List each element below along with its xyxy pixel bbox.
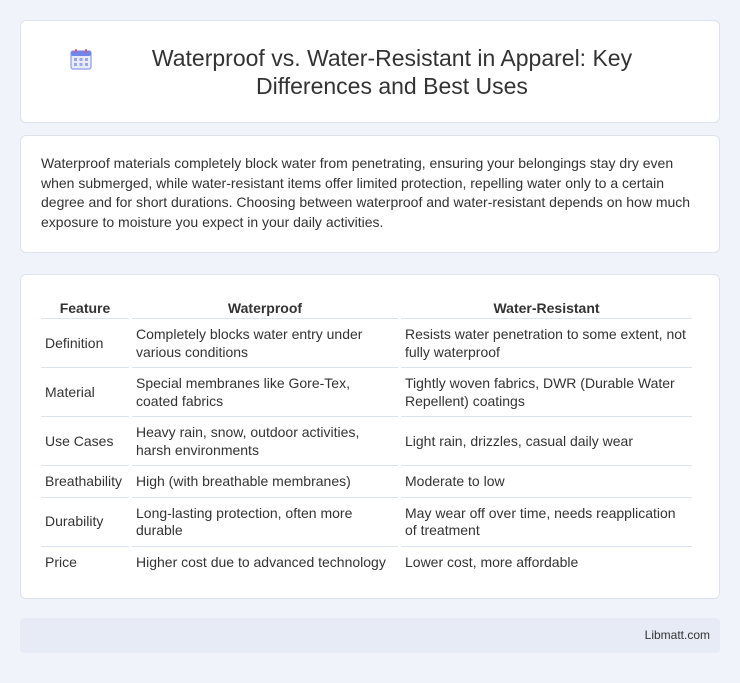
waterproof-cell: Long-lasting protection, often more durable xyxy=(132,498,398,547)
title-row xyxy=(70,44,670,100)
waterproof-cell: Heavy rain, snow, outdoor activities, harsh environments xyxy=(132,417,398,466)
column-header-water-resistant: Water-Resistant xyxy=(401,295,692,319)
waterproof-cell: High (with breathable membranes) xyxy=(132,466,398,498)
feature-cell: Durability xyxy=(41,498,129,547)
water-resistant-cell: Lower cost, more affordable xyxy=(405,553,579,570)
table-row xyxy=(41,547,692,578)
table-row xyxy=(41,417,692,466)
water-resistant-cell: Moderate to low xyxy=(401,466,692,498)
column-header-waterproof: Waterproof xyxy=(132,295,398,319)
comparison-card xyxy=(20,274,720,599)
feature-cell: Price xyxy=(45,553,77,570)
table-row xyxy=(41,319,692,368)
intro-paragraph: Waterproof materials completely block water from penetrating, ensuring your belongings stay dry even when submerged, while water-resistant items offer limited protection, repelling water only to a certain degree and for short durations. Choosing between waterproof and water-resistant depends on how much exposure to moisture you expect in your daily activities. xyxy=(41,155,691,230)
waterproof-cell: Higher cost due to advanced technology xyxy=(136,553,386,570)
feature-cell: Use Cases xyxy=(41,417,129,466)
comparison-table xyxy=(38,295,695,577)
waterproof-cell: Special membranes like Gore-Tex, coated fabrics xyxy=(132,368,398,417)
title-card xyxy=(20,20,720,123)
table-row xyxy=(41,466,692,498)
feature-cell: Definition xyxy=(41,319,129,368)
feature-cell: Breathability xyxy=(41,466,129,498)
water-resistant-cell: Tightly woven fabrics, DWR (Durable Water Repellent) coatings xyxy=(401,368,692,417)
calendar-icon xyxy=(70,48,92,70)
footer xyxy=(20,618,720,653)
water-resistant-cell: Resists water penetration to some extent, not fully waterproof xyxy=(401,319,692,368)
feature-cell: Material xyxy=(41,368,129,417)
water-resistant-cell: Light rain, drizzles, casual daily wear xyxy=(401,417,692,466)
water-resistant-cell: May wear off over time, needs reapplication of treatment xyxy=(401,498,692,547)
page-title: Waterproof vs. Water-Resistant in Apparel: Key Differences and Best Uses xyxy=(151,44,633,99)
intro-card xyxy=(20,135,720,253)
footer-brand-link[interactable]: Libmatt.com xyxy=(644,628,710,642)
waterproof-cell: Completely blocks water entry under various conditions xyxy=(132,319,398,368)
column-header-feature: Feature xyxy=(41,295,129,319)
table-row xyxy=(41,368,692,417)
table-row xyxy=(41,498,692,547)
table-header-row xyxy=(41,295,692,319)
